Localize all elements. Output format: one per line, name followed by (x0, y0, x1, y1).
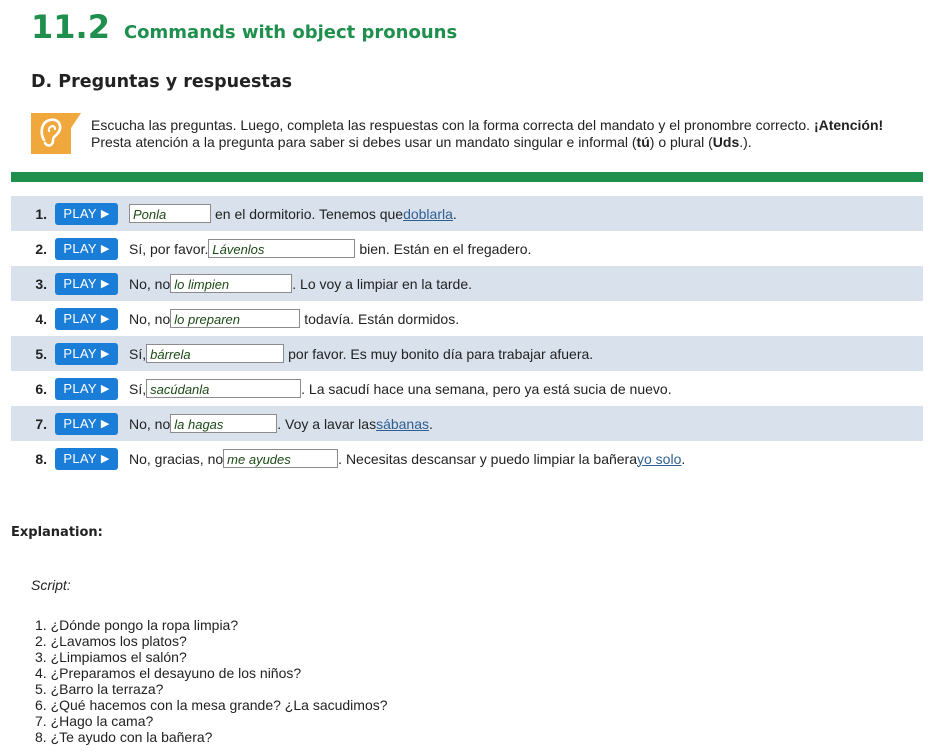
script-line: 4. ¿Preparamos el desayuno de los niños? (35, 665, 302, 681)
answer-field[interactable]: lo preparen (170, 309, 300, 328)
response-post: todavía. Están dormidos. (304, 310, 460, 327)
question-list (11, 196, 923, 476)
play-button[interactable] (55, 203, 118, 225)
response-text (129, 309, 459, 328)
script-list (35, 617, 388, 745)
response-text (129, 204, 457, 223)
script-line: 2. ¿Lavamos los platos? (35, 633, 187, 649)
play-label: PLAY (63, 381, 97, 396)
question-row (11, 231, 923, 266)
instructions-text: Presta atención a la pregunta para saber si debes usar un mandato singular e informal ( (91, 134, 637, 150)
response-pre: No, gracias, no (129, 450, 224, 467)
ear-icon (31, 113, 81, 154)
vocab-link[interactable]: doblarla (403, 205, 453, 222)
response-end: . (681, 450, 686, 467)
play-button[interactable] (55, 448, 118, 470)
response-pre: Sí, (129, 380, 147, 397)
response-text (129, 344, 593, 363)
activity-title: D. Preguntas y respuestas (31, 72, 292, 92)
question-row (11, 406, 923, 441)
script-label: Script: (31, 577, 71, 593)
section-header (31, 8, 457, 46)
response-text (129, 239, 531, 258)
question-number: 8. (35, 450, 47, 467)
response-post: . Voy a lavar las (277, 415, 377, 432)
play-label: PLAY (63, 241, 97, 256)
divider-bar (11, 172, 923, 182)
play-triangle-icon: ▶ (100, 313, 110, 325)
response-pre: No, no (129, 310, 171, 327)
vocab-link[interactable]: sábanas (376, 415, 430, 432)
play-button[interactable] (55, 238, 118, 260)
play-label: PLAY (63, 206, 97, 221)
play-button[interactable] (55, 273, 118, 295)
response-pre: Sí, por favor. (129, 240, 209, 257)
question-number: 6. (35, 380, 47, 397)
instructions (91, 117, 911, 151)
answer-field[interactable]: sacúdanla (146, 379, 301, 398)
response-end: . (452, 205, 457, 222)
tu-label: tú (636, 134, 650, 150)
instructions-text: Escucha las preguntas. Luego, completa las respuestas con la forma correcta del mandato y el pronombre correcto. (91, 117, 814, 133)
play-label: PLAY (63, 451, 97, 466)
play-button[interactable] (55, 378, 118, 400)
question-number: 3. (35, 275, 47, 292)
play-triangle-icon: ▶ (100, 208, 110, 220)
question-number: 7. (35, 415, 47, 432)
explanation-label: Explanation: (11, 525, 103, 540)
section-number: 11.2 (31, 8, 110, 46)
question-row (11, 266, 923, 301)
play-triangle-icon: ▶ (100, 383, 110, 395)
section-title: Commands with object pronouns (123, 22, 458, 43)
play-label: PLAY (63, 311, 97, 326)
response-post: . Necesitas descansar y puedo limpiar la bañera (338, 450, 637, 467)
play-triangle-icon: ▶ (100, 418, 110, 430)
play-button[interactable] (55, 413, 118, 435)
answer-field[interactable]: me ayudes (223, 449, 338, 468)
response-text (129, 414, 433, 433)
script-line: 8. ¿Te ayudo con la bañera? (35, 729, 213, 745)
play-triangle-icon: ▶ (100, 243, 110, 255)
response-post: bien. Están en el fregadero. (359, 240, 532, 257)
instructions-text: .). (739, 134, 752, 150)
play-triangle-icon: ▶ (100, 348, 110, 360)
response-text (129, 449, 685, 468)
instructions-text: ) o plural ( (649, 134, 713, 150)
play-triangle-icon: ▶ (100, 453, 110, 465)
response-post: . Lo voy a limpiar en la tarde. (292, 275, 473, 292)
play-button[interactable] (55, 343, 118, 365)
play-triangle-icon: ▶ (100, 278, 110, 290)
script-line: 1. ¿Dónde pongo la ropa limpia? (35, 617, 239, 633)
answer-field[interactable]: bárrela (146, 344, 284, 363)
question-row (11, 336, 923, 371)
response-pre: No, no (129, 415, 171, 432)
question-row (11, 301, 923, 336)
response-pre: No, no (129, 275, 171, 292)
response-text (129, 379, 672, 398)
play-label: PLAY (63, 346, 97, 361)
answer-field[interactable]: Lávenlos (208, 239, 355, 258)
script-line: 7. ¿Hago la cama? (35, 713, 154, 729)
script-line: 6. ¿Qué hacemos con la mesa grande? ¿La sacudimos? (35, 697, 388, 713)
answer-field[interactable]: la hagas (170, 414, 277, 433)
script-line: 3. ¿Limpiamos el salón? (35, 649, 187, 665)
response-post: . La sacudí hace una semana, pero ya está sucia de nuevo. (301, 380, 672, 397)
response-pre: Sí, (129, 345, 147, 362)
answer-field[interactable]: Ponla (129, 204, 211, 223)
question-row (11, 441, 923, 476)
question-number: 1. (35, 205, 47, 222)
answer-field[interactable]: lo limpien (170, 274, 292, 293)
response-post: por favor. Es muy bonito día para trabajar afuera. (288, 345, 594, 362)
play-label: PLAY (63, 276, 97, 291)
uds-label: Uds (712, 134, 740, 150)
vocab-link[interactable]: yo solo (637, 450, 682, 467)
response-post: en el dormitorio. Tenemos que (215, 205, 404, 222)
play-button[interactable] (55, 308, 118, 330)
question-number: 5. (35, 345, 47, 362)
response-text (129, 274, 472, 293)
question-row (11, 371, 923, 406)
script-line: 5. ¿Barro la terraza? (35, 681, 164, 697)
question-number: 2. (35, 240, 47, 257)
play-label: PLAY (63, 416, 97, 431)
response-end: . (429, 415, 433, 432)
attention-label: ¡Atención! (813, 117, 884, 133)
question-number: 4. (35, 310, 47, 327)
question-row (11, 196, 923, 231)
